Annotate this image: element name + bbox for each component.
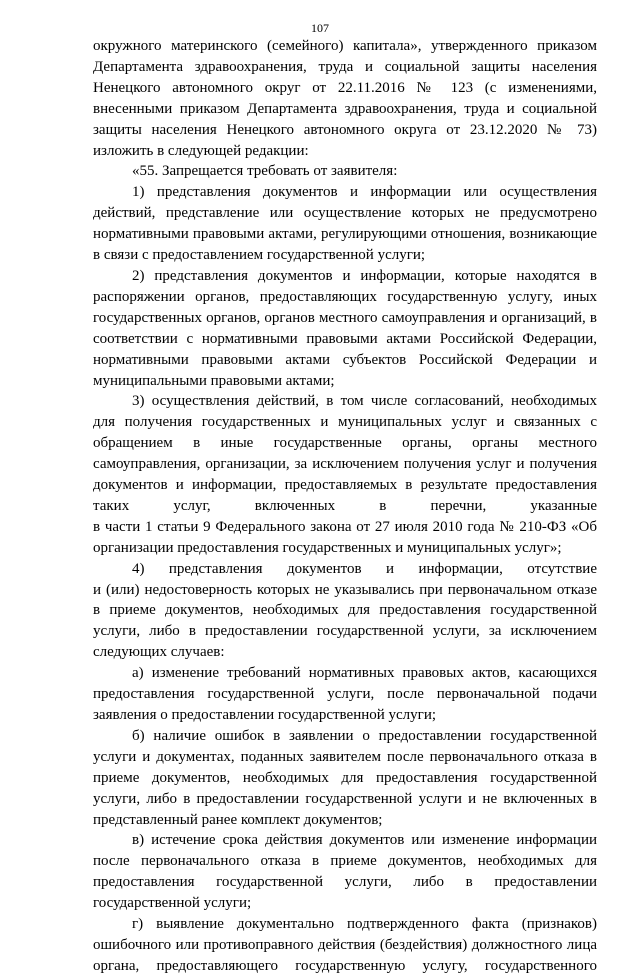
list-item: а) изменение требований нормативных правовых актов, касающихся предоставления государственной услуги, после первоначальной подачи заявления о предоставлении государственной услуги; [93, 665, 597, 723]
list-item: б) наличие ошибок в заявлении о предоставлении государственной услуги и документах, поданных заявителем после первоначального отказа в приеме документов, необходимых для предоставления государственной услуги, либо в предоставлении государственной услуги и не включенных в представленный ранее комплект документов; [93, 727, 597, 828]
list-item: 3) осуществления действий, в том числе согласований, необходимых для получения государственных и муниципальных услуг и связанных с обращением в иные государственные органы, органы местного самоуправления, организации, за исключением получения услуг и получения документов и информации, предоставляемых в результате предоставления таких услуг, включенных в перечни, указанные [93, 393, 597, 514]
list-item: 4) представления документов и информации, отсутствие [132, 560, 597, 577]
page-number: 107 [311, 21, 329, 35]
document-body [93, 36, 597, 977]
paragraph: в части 1 статьи 9 Федерального закона от 27 июля 2010 года № 210-ФЗ «Об организации предоставления государственных и муниципальных услуг»; [93, 518, 597, 556]
list-item: г) выявление документально подтвержденного факта (признаков) ошибочного или противоправного действия (бездействия) должностного лица органа, предоставляющего государственную услугу, государственного [93, 916, 597, 974]
paragraph: «55. Запрещается требовать от заявителя: [132, 163, 398, 180]
list-item: в) истечение срока действия документов или изменение информации после первоначального отказа в приеме документов, необходимых для предоставления государственной услуги, либо в предоставлении государственной услуги; [93, 832, 597, 912]
list-item: 2) представления документов и информации, которые находятся в распоряжении органов, предоставляющих государственную услугу, иных государственных органов, органов местного самоуправления и организаций, в соответствии с нормативными правовыми актами Российской Федерации, нормативными правовыми актами субъектов Российской Федерации и муниципальными правовыми актами; [93, 267, 597, 389]
list-item: 1) представления документов и информации или осуществления действий, представление или осуществление которых не предусмотрено нормативными правовыми актами, регулирующими отношения, возникающие в связи с предоставлением государственной услуги; [93, 184, 597, 264]
paragraph: и (или) недостоверность которых не указывались при первоначальном отказе в приеме документов, необходимых для предоставления государственной услуги, либо в предоставлении государственной услуги, за исключением следующих случаев: [93, 581, 597, 661]
paragraph: окружного материнского (семейного) капитала», утвержденного приказом Департамента здравоохранения, труда и социальной защиты населения Ненецкого автономного округ от 22.11.2016 № 123 (с изменениями, внесенными приказом Департамента здравоохранения, труда и социальной защиты населения Ненецкого автономного округа от 23.12.2020 № 73) изложить в следующей редакции: [93, 38, 597, 159]
